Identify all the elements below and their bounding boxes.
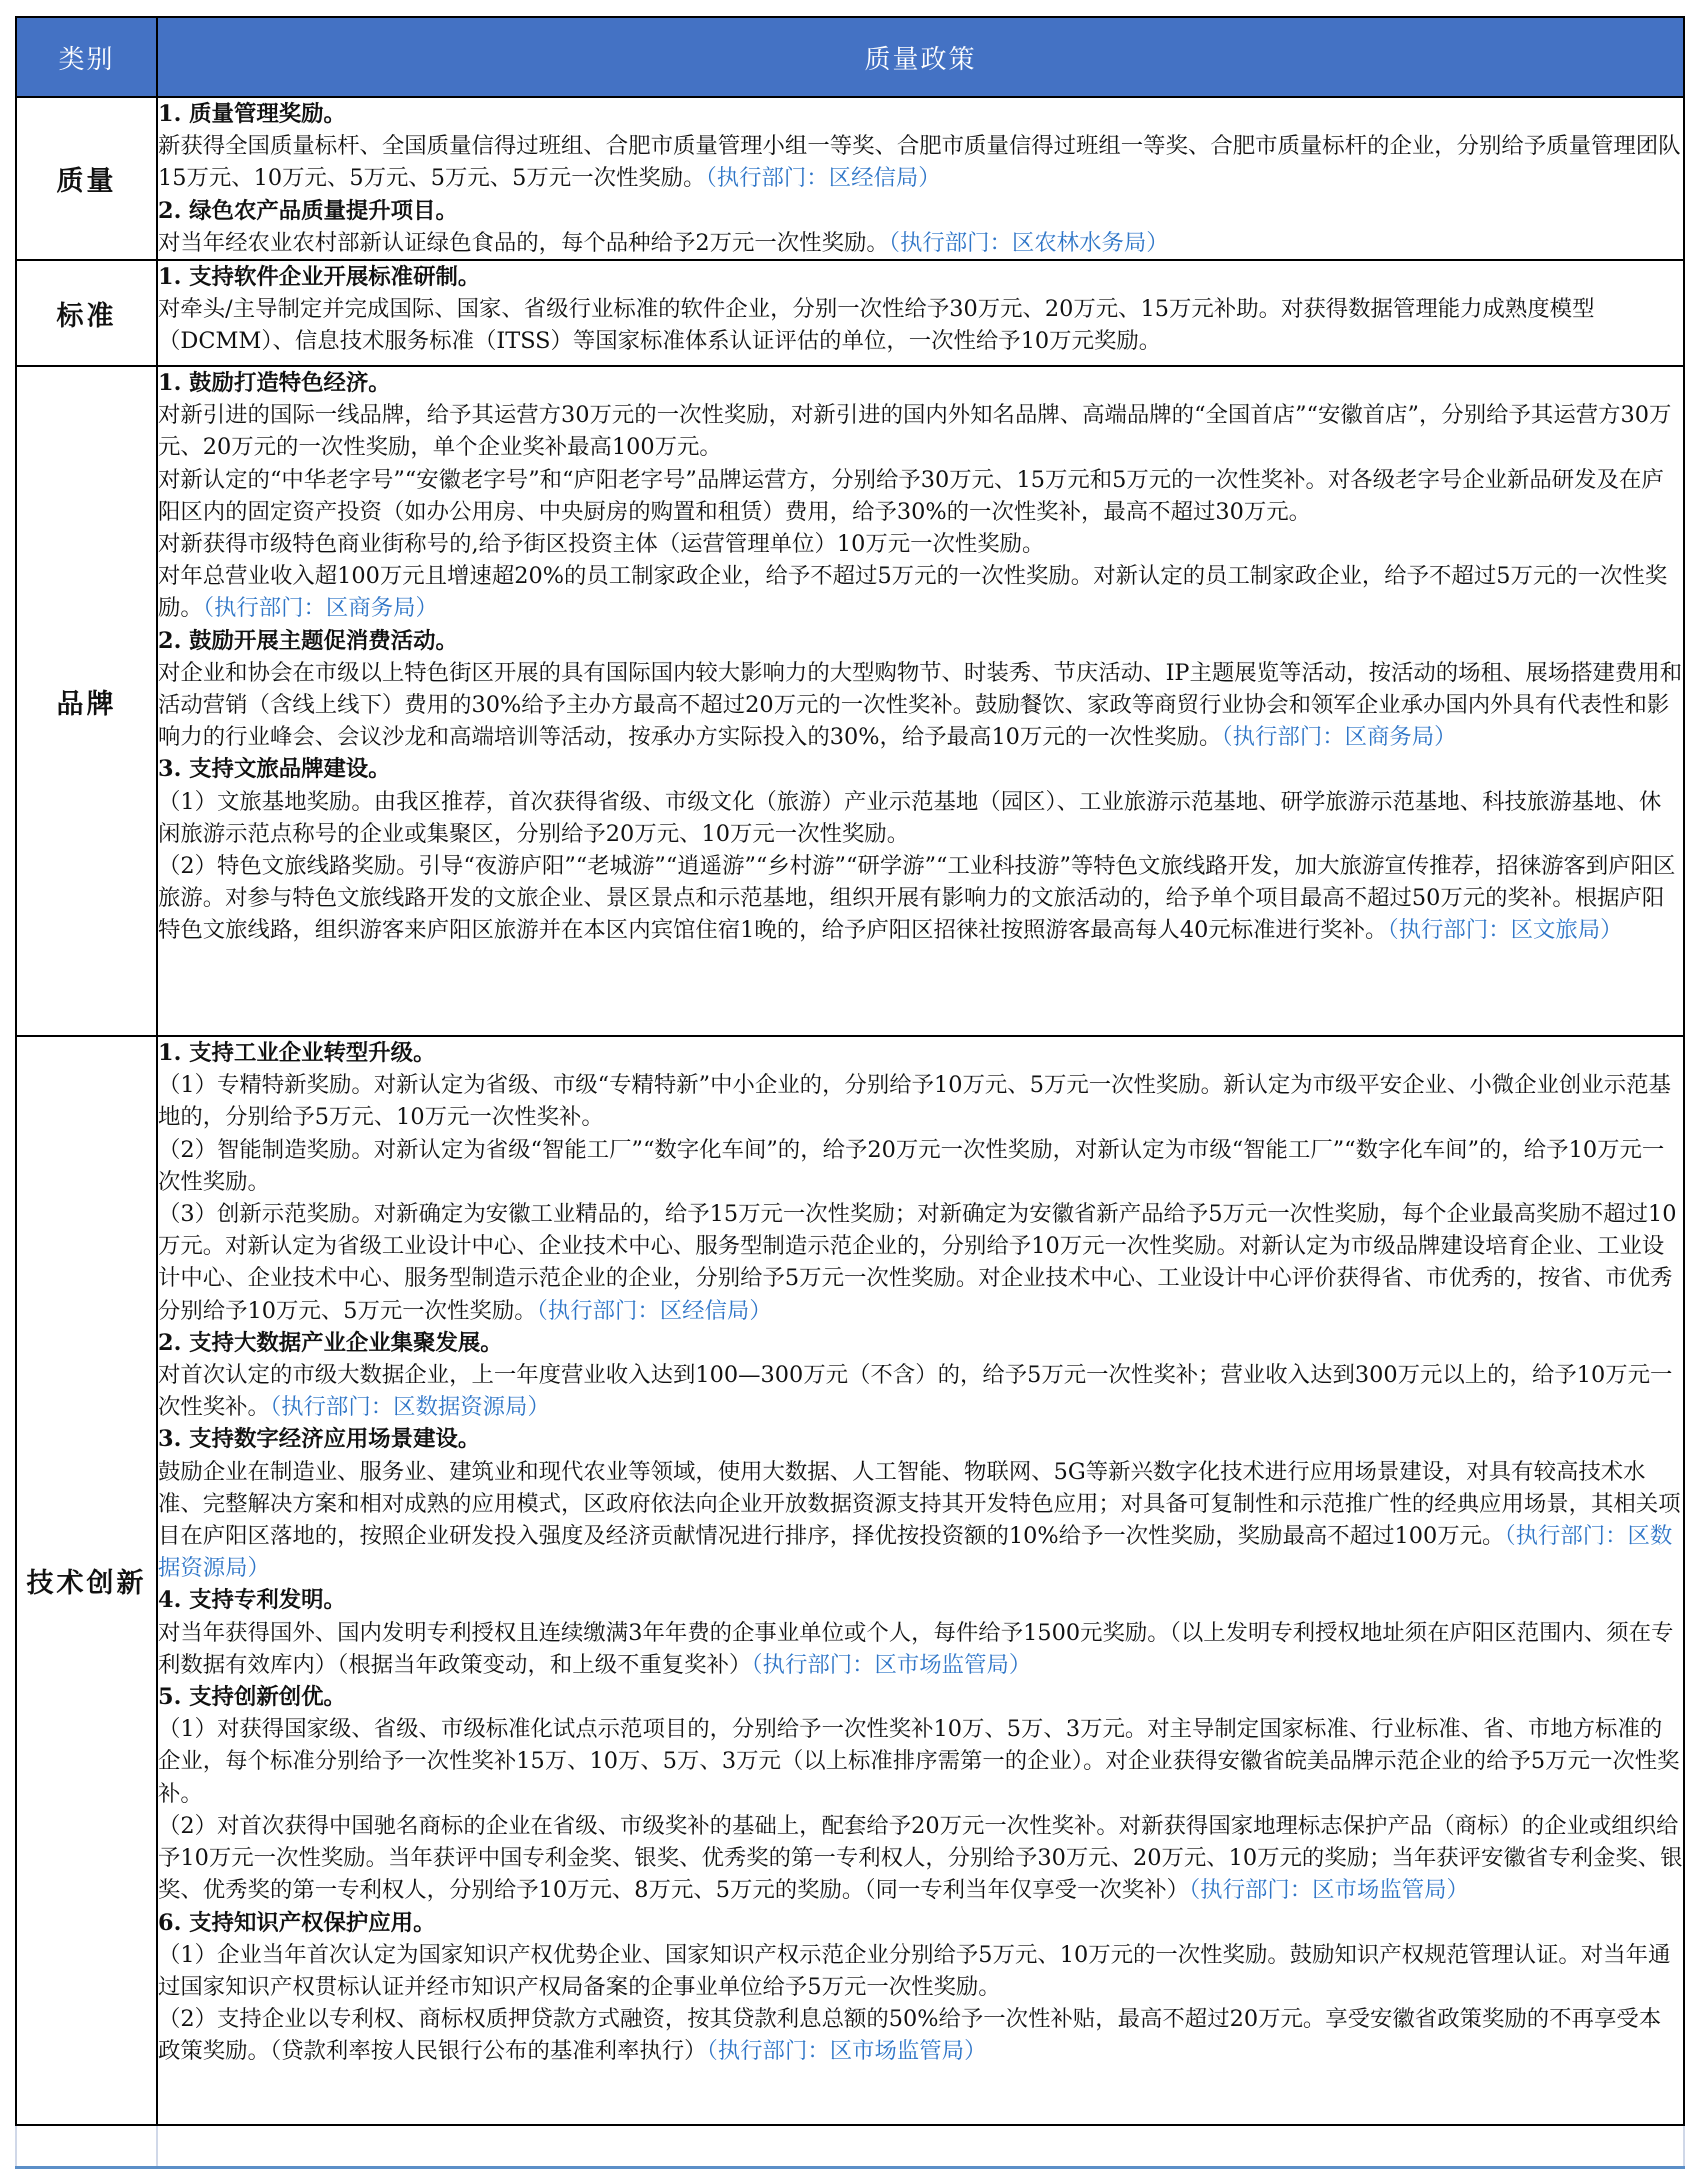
policy-item-title: 3. 支持文旅品牌建设。 <box>158 756 391 783</box>
policy-paragraph <box>158 657 1683 754</box>
policy-paragraph <box>158 399 1683 463</box>
table-row <box>16 1036 1684 2125</box>
policy-item-title: 1. 支持工业企业转型升级。 <box>158 1040 436 1067</box>
header-policy: 质量政策 <box>157 17 1684 97</box>
policy-paragraph <box>158 528 1683 560</box>
policy-paragraph <box>158 464 1683 528</box>
policy-text: （2）智能制造奖励。对新认定为省级“智能工厂”“数字化车间”的，给予20万元一次性奖励，对新认定为市级“智能工厂”“数字化车间”的，给予10万元一次性奖励。 <box>158 1136 1665 1195</box>
policy-paragraph <box>158 293 1683 357</box>
policy-paragraph <box>158 1456 1683 1585</box>
policy-paragraph <box>158 1198 1683 1327</box>
policy-text: 对首次认定的市级大数据企业，上一年度营业收入达到100—300万元（不含）的，给予5万元一次性奖补；营业收入达到300万元以上的，给予10万元一次性奖补。 <box>158 1362 1673 1421</box>
category-cell: 质量 <box>16 97 157 260</box>
policy-text: 新获得全国质量标杆、全国质量信得过班组、合肥市质量管理小组一等奖、合肥市质量信得过班组一等奖、合肥市质量标杆的企业，分别给予质量管理团队15万元、10万元、5万元、5万元、5万元一次性奖励。 <box>158 133 1681 192</box>
executing-department: （执行部门：区商务局） <box>202 595 438 622</box>
category-cell: 技术创新 <box>16 1036 157 2125</box>
empty-row <box>16 2125 1684 2168</box>
policy-item-title: 5. 支持创新创优。 <box>158 1684 346 1711</box>
policy-text: （3）创新示范奖励。对新确定为安徽工业精品的，给予15万元一次性奖励；对新确定为安徽省新产品给予5万元一次性奖励，每个企业最高奖励不超过10万元。对新认定为省级工业设计中心、企业技术中心、服务型制造示范企业的，分别给予10万元一次性奖励。对新认定为市级品牌建设培育企业、工业设计中心、企业技术中心、服务型制造示范企业的企业，分别给予5万元一次性奖励。对企业技术中心、工业设计中心评价获得省、市优秀的，按省、市优秀分别给予10万元、5万元一次性奖励。 <box>158 1201 1677 1324</box>
policy-cell <box>157 366 1684 1036</box>
policy-cell <box>157 97 1684 260</box>
policy-cell <box>157 1036 1684 2125</box>
policy-item-title: 1. 质量管理奖励。 <box>158 101 346 127</box>
executing-department: （执行部门：区商务局） <box>1221 724 1457 751</box>
policy-paragraph <box>158 850 1683 947</box>
empty-cell <box>157 2125 1684 2168</box>
policy-item-title: 2. 鼓励开展主题促消费活动。 <box>158 627 458 654</box>
policy-paragraph <box>158 1069 1683 1133</box>
policy-item-title: 2. 支持大数据产业企业集聚发展。 <box>158 1329 503 1356</box>
policy-item-title: 6. 支持知识产权保护应用。 <box>158 1909 436 1936</box>
policy-text: （1）专精特新奖励。对新认定为省级、市级“专精特新”中小企业的，分别给予10万元、5万元一次性奖励。新认定为市级平安企业、小微企业创业示范基地的，分别给予5万元、10万元一次性奖补。 <box>158 1072 1671 1131</box>
policy-paragraph <box>158 227 1683 259</box>
policy-text: 对牵头/主导制定并完成国际、国家、省级行业标准的软件企业，分别一次性给予30万元、20万元、15万元补助。对获得数据管理能力成熟度模型（DCMM）、信息技术服务标准（ITSS）等国家标准体系认证评估的单位，一次性给予10万元奖励。 <box>158 296 1595 355</box>
policy-text: 鼓励企业在制造业、服务业、建筑业和现代农业等领域，使用大数据、人工智能、物联网、5G等新兴数字化技术进行应用场景建设，对具有较高技术水准、完整解决方案和相对成熟的应用模式，区政府依法向企业开放数据资源支持其开发特色应用；对具备可复制性和示范推广性的经典应用场景，其相关项目在庐阳区落地的，按照企业研发投入强度及经济贡献情况进行排序，择优按投资额的10%给予一次性奖励，奖励最高不超过100万元。 <box>158 1458 1681 1550</box>
policy-text: （2）特色文旅线路奖励。引导“夜游庐阳”“老城游”“逍遥游”“乡村游”“研学游”“工业科技游”等特色文旅线路开发，加大旅游宣传推荐，招徕游客到庐阳区旅游。对参与特色文旅线路开发的文旅企业、景区景点和示范基地，组织开展有影响力的文旅活动的，给予单个项目最高不超过50万元的奖补。根据庐阳特色文旅线路，组织游客来庐阳区旅游并在本区内宾馆住宿1晚的，给予庐阳区招徕社按照游客最高每人40元标准进行奖补。 <box>158 853 1676 944</box>
table-row <box>16 260 1684 366</box>
policy-text: 对当年经农业农村部新认证绿色食品的，每个品种给予2万元一次性奖励。 <box>158 229 889 256</box>
executing-department: （执行部门：区市场监管局） <box>1188 1877 1469 1904</box>
executing-department: （执行部门：区市场监管局） <box>706 2038 987 2065</box>
policy-paragraph <box>158 1810 1683 1907</box>
policy-text: 对年总营业收入超100万元且增速超20%的员工制家政企业，给予不超过5万元的一次性奖励。对新认定的员工制家政企业，给予不超过5万元的一次性奖励。 <box>158 563 1668 622</box>
policy-text: 对新引进的国际一线品牌，给予其运营方30万元的一次性奖励，对新引进的国内外知名品牌、高端品牌的“全国首店”“安徽首店”，分别给予其运营方30万元、20万元的一次性奖励，单个企业奖补最高100万元。 <box>158 402 1672 461</box>
policy-item-title: 3. 支持数字经济应用场景建设。 <box>158 1426 481 1453</box>
policy-text: （1）对获得国家级、省级、市级标准化试点示范项目的，分别给予一次性奖补10万、5万、3万元。对主导制定国家标准、行业标准、省、市地方标准的企业，每个标准分别给予一次性奖补15万、10万、5万、3万元（以上标准排序需第一的企业）。对企业获得安徽省皖美品牌示范企业的给予5万元一次性奖补。 <box>158 1716 1680 1807</box>
policy-item-title: 4. 支持专利发明。 <box>158 1587 346 1614</box>
policy-text: 对当年获得国外、国内发明专利授权且连续缴满3年年费的企事业单位或个人，每件给予1500元奖励。（以上发明专利授权地址须在庐阳区范围内、须在专利数据有效库内）（根据当年政策变动，和上级不重复奖补） <box>158 1619 1674 1678</box>
policy-paragraph <box>158 786 1683 850</box>
policy-paragraph <box>158 1939 1683 2003</box>
policy-text: （2）对首次获得中国驰名商标的企业在省级、市级奖补的基础上，配套给予20万元一次性奖补。对新获得国家地理标志保护产品（商标）的企业或组织给予10万元一次性奖励。当年获评中国专利金奖、银奖、优秀奖的第一专利权人，分别给予30万元、20万元、10万元的奖励；当年获评安徽省专利金奖、银奖、优秀奖的第一专利权人，分别给予10万元、8万元、5万元的奖励。（同一专利当年仅享受一次奖补） <box>158 1812 1683 1904</box>
executing-department: （执行部门：区数据资源局） <box>158 1523 1673 1582</box>
table-row <box>16 97 1684 260</box>
executing-department: （执行部门：区经信局） <box>705 165 941 192</box>
policy-text: 对新获得市级特色商业街称号的,给予街区投资主体（运营管理单位）10万元一次性奖励。 <box>158 531 1045 558</box>
policy-paragraph <box>158 1134 1683 1198</box>
executing-department: （执行部门：区农林水务局） <box>888 229 1169 256</box>
empty-cell <box>16 2125 157 2168</box>
quality-policy-table <box>15 16 1685 2169</box>
policy-paragraph <box>158 1359 1683 1423</box>
policy-item-title: 1. 支持软件企业开展标准研制。 <box>158 264 481 291</box>
policy-text: （1）文旅基地奖励。由我区推荐，首次获得省级、市级文化（旅游）产业示范基地（园区）、工业旅游示范基地、研学旅游示范基地、科技旅游基地、休闲旅游示范点称号的企业或集聚区，分别给予20万元、10万元一次性奖励。 <box>158 788 1662 847</box>
executing-department: （执行部门：区数据资源局） <box>269 1394 550 1421</box>
policy-text: （1）企业当年首次认定为国家知识产权优势企业、国家知识产权示范企业分别给予5万元、10万元的一次性奖励。鼓励知识产权规范管理认证。对当年通过国家知识产权贯标认证并经市知识产权局备案的企事业单位给予5万元一次性奖励。 <box>158 1941 1671 2000</box>
table-row <box>16 366 1684 1036</box>
executing-department: （执行部门：区市场监管局） <box>751 1651 1032 1678</box>
policy-item-title: 2. 绿色农产品质量提升项目。 <box>158 197 458 224</box>
executing-department: （执行部门：区文旅局） <box>1387 917 1623 944</box>
policy-cell <box>157 260 1684 366</box>
policy-paragraph <box>158 130 1683 194</box>
policy-text: （2）支持企业以专利权、商标权质押贷款方式融资，按其贷款利息总额的50%给予一次性补贴，最高不超过20万元。享受安徽省政策奖励的不再享受本政策奖励。（贷款利率按人民银行公布的基准利率执行） <box>158 2006 1662 2065</box>
executing-department: （执行部门：区经信局） <box>536 1297 772 1324</box>
policy-paragraph <box>158 560 1683 624</box>
policy-text: 对企业和协会在市级以上特色街区开展的具有国际国内较大影响力的大型购物节、时装秀、节庆活动、IP主题展览等活动，按活动的场租、展场搭建费用和活动营销（含线上线下）费用的30%给予主办方最高不超过20万元的一次性奖补。鼓励餐饮、家政等商贸行业协会和领军企业承办国内外具有代表性和影响力的行业峰会、会议沙龙和高端培训等活动，按承办方实际投入的30%，给予最高10万元的一次性奖励。 <box>158 659 1683 751</box>
policy-paragraph <box>158 1617 1683 1681</box>
category-cell: 品牌 <box>16 366 157 1036</box>
table-header-row <box>16 17 1684 97</box>
category-cell: 标准 <box>16 260 157 366</box>
header-category: 类别 <box>16 17 157 97</box>
policy-paragraph <box>158 2003 1683 2067</box>
policy-item-title: 1. 鼓励打造特色经济。 <box>158 370 391 397</box>
policy-paragraph <box>158 1713 1683 1810</box>
policy-text: 对新认定的“中华老字号”“安徽老字号”和“庐阳老字号”品牌运营方，分别给予30万元、15万元和5万元的一次性奖补。对各级老字号企业新品研发及在庐阳区内的固定资产投资（如办公用房、中央厨房的购置和租赁）费用，给予30%的一次性奖补，最高不超过30万元。 <box>158 466 1664 525</box>
